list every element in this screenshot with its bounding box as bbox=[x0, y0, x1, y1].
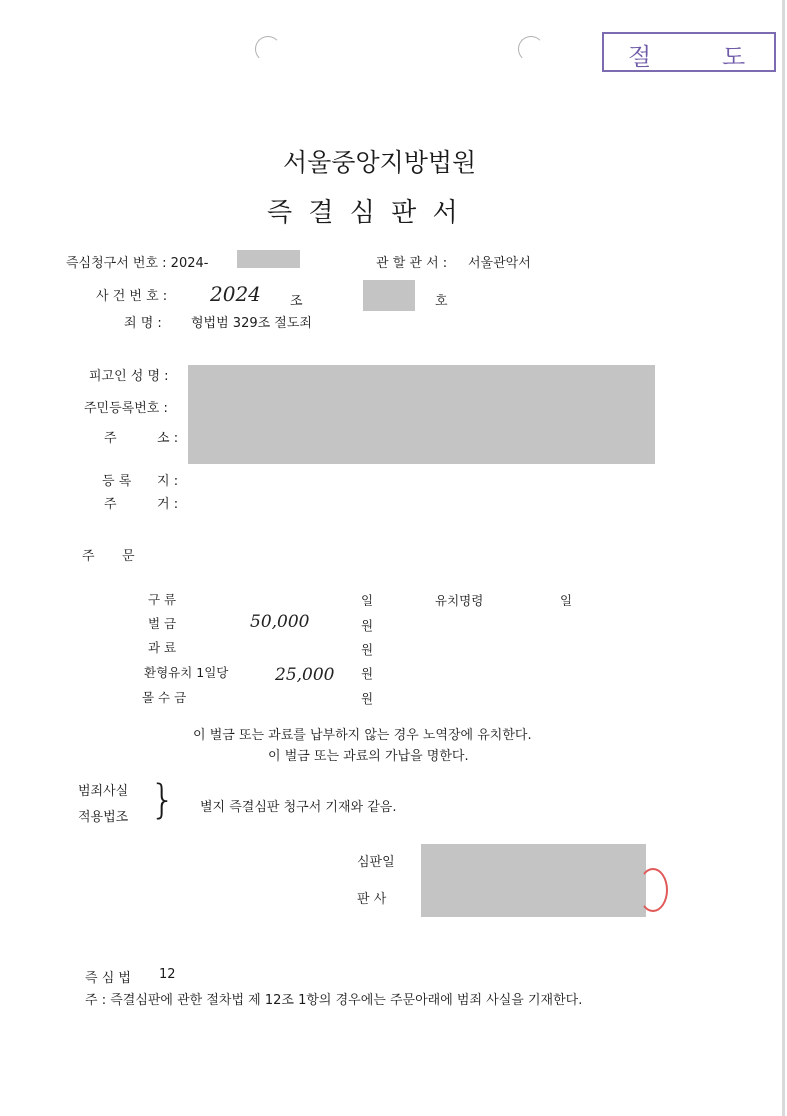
detention-unit: 일 bbox=[361, 593, 374, 608]
crime-label: 죄 명 : bbox=[124, 316, 162, 331]
conversion-unit: 원 bbox=[361, 666, 374, 681]
court-name: 서울중앙지방법원 bbox=[283, 148, 477, 177]
residence-label-1: 주 bbox=[104, 497, 117, 512]
law-label: 적용법조 bbox=[78, 810, 129, 825]
jurisdiction-label: 관 할 관 서 : bbox=[376, 256, 448, 271]
order-sentence-1: 이 벌금 또는 과료를 납부하지 않는 경우 노역장에 유치한다. bbox=[193, 728, 532, 743]
request-number-label: 즉심청구서 번호 : 2024- bbox=[66, 256, 209, 271]
punch-hole-left bbox=[255, 36, 281, 62]
custody-label: 유치명령 bbox=[435, 593, 484, 608]
order-heading-2: 문 bbox=[122, 549, 135, 564]
address-label-1: 주 bbox=[104, 431, 117, 446]
page-edge bbox=[782, 0, 785, 1116]
judge-seal bbox=[638, 868, 668, 912]
case-year-handwritten: 2024 bbox=[210, 282, 261, 306]
detention-label: 구 류 bbox=[148, 592, 177, 607]
stamp-char-left: 절 bbox=[628, 43, 652, 71]
stamp-box bbox=[602, 32, 776, 72]
redacted-judgment-info bbox=[421, 844, 646, 917]
footer-note: 주 : 즉결심판에 관한 절차법 제 12조 1항의 경우에는 주문아래에 범죄 사실을 기재한다. bbox=[85, 993, 583, 1008]
document-title: 즉 결 심 판 서 bbox=[267, 198, 462, 228]
law-reference-label: 즉 심 법 bbox=[85, 971, 131, 986]
punch-hole-right bbox=[518, 36, 544, 62]
fine-unit: 원 bbox=[361, 618, 374, 633]
stamp-char-right: 도 bbox=[722, 43, 746, 71]
address-label-2: 소 : bbox=[157, 431, 179, 446]
facts-text: 별지 즉결심판 청구서 기재와 같음. bbox=[200, 800, 397, 815]
confiscation-unit: 원 bbox=[361, 691, 374, 706]
conversion-amount-handwritten: 25,000 bbox=[275, 665, 335, 685]
jurisdiction-value: 서울관악서 bbox=[468, 256, 531, 271]
redacted-case-number bbox=[363, 280, 415, 311]
redacted-request-number bbox=[237, 250, 300, 268]
case-jo-label: 조 bbox=[290, 294, 303, 309]
fine-label: 벌 금 bbox=[148, 616, 177, 631]
petty-fine-unit: 원 bbox=[361, 642, 374, 657]
case-number-label: 사 건 번 호 : bbox=[96, 289, 168, 304]
facts-label: 범죄사실 bbox=[78, 784, 129, 799]
case-ho-label: 호 bbox=[435, 294, 448, 309]
petty-fine-label: 과 료 bbox=[148, 640, 177, 655]
registered-domicile-label-2: 지 : bbox=[157, 474, 179, 489]
custody-unit: 일 bbox=[560, 593, 573, 608]
order-sentence-2: 이 벌금 또는 과료의 가납을 명한다. bbox=[268, 749, 469, 764]
brace-symbol: } bbox=[150, 777, 176, 823]
judgment-date-label: 심판일 bbox=[357, 855, 395, 870]
redacted-defendant-info bbox=[188, 365, 655, 464]
judge-label: 판 사 bbox=[357, 892, 387, 907]
registered-domicile-label-1: 등 록 bbox=[102, 474, 132, 489]
confiscation-label: 몰 수 금 bbox=[142, 690, 187, 705]
crime-value: 형법범 329조 절도죄 bbox=[191, 316, 312, 331]
fine-amount-handwritten: 50,000 bbox=[250, 612, 310, 632]
residence-label-2: 거 : bbox=[157, 497, 179, 512]
conversion-label: 환형유치 1일당 bbox=[144, 665, 229, 680]
rrn-label: 주민등록번호 : bbox=[84, 401, 168, 416]
defendant-name-label: 피고인 성 명 : bbox=[89, 369, 169, 384]
law-reference-number: 12 bbox=[159, 967, 176, 982]
order-heading-1: 주 bbox=[82, 549, 95, 564]
